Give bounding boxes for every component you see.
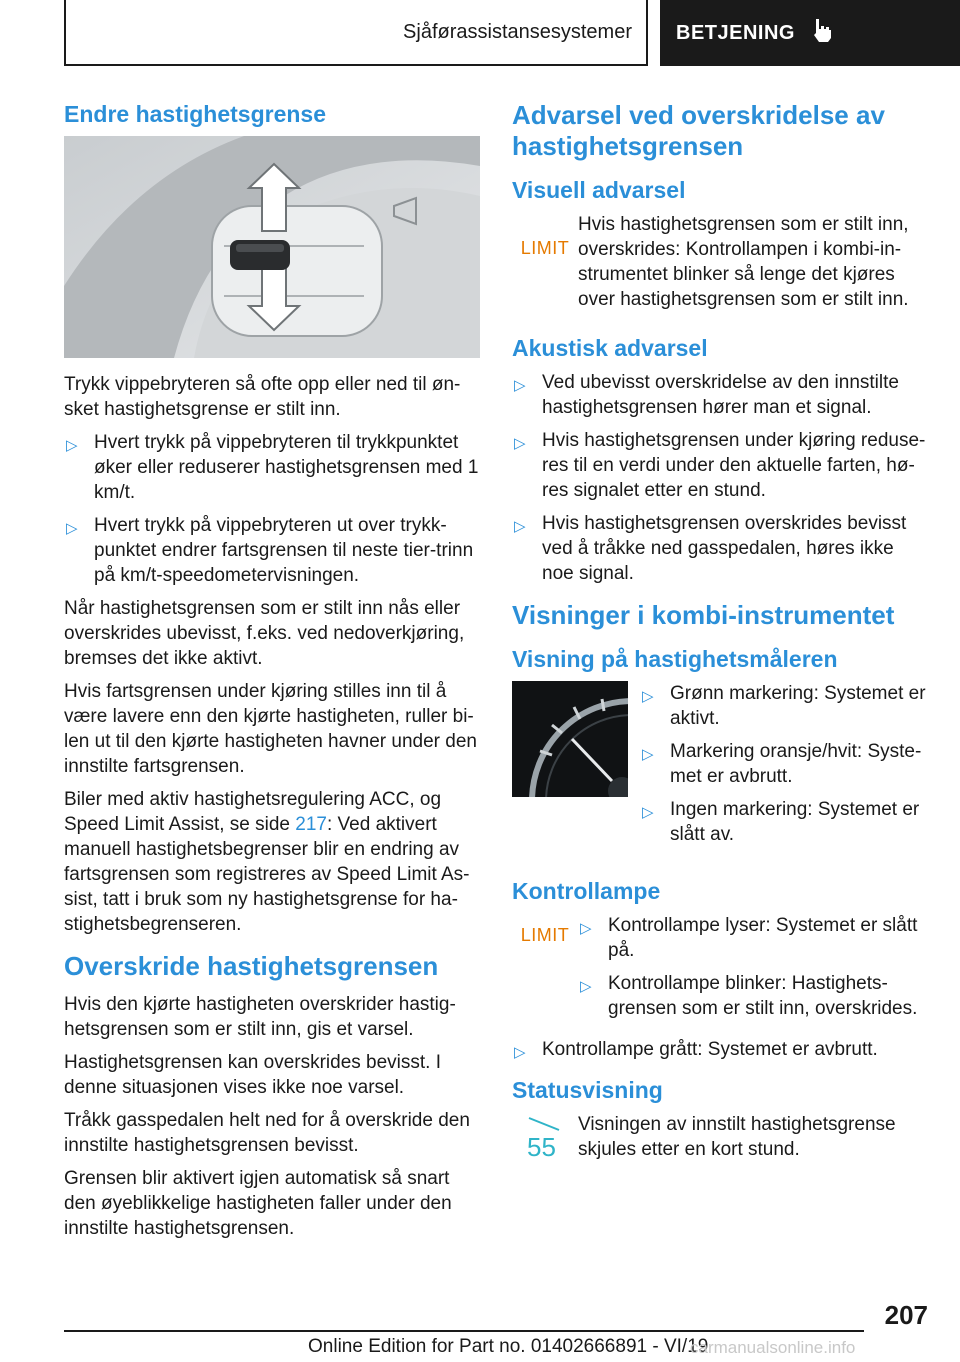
list-item: ▷ Hvert trykk på vippebryteren ut over trykk-punktet endrer fartsgrensen til neste tier-trinn på km/t-speedometervisningen.: [66, 515, 474, 586]
triangle-bullet-icon: ▷: [580, 978, 592, 995]
heading-indicator-lamp: Kontrollampe: [512, 878, 661, 904]
list-item: ▷ Hvert trykk på vippebryteren til trykkpunktet øker eller reduserer hastighetsgrensen med 1 km/t.: [66, 432, 479, 503]
limit-indicator-icon: LIMIT: [520, 238, 570, 258]
speed-limit-status-icon: [512, 1112, 578, 1160]
right-column: [512, 100, 928, 1170]
paragraph-exceed-4: Grensen blir aktivert igjen automatisk så snart den øyeblikkelige hastigheten faller under den innstilte hastighetsgrensen.: [64, 1168, 452, 1239]
list-item: ▷ Grønn markering: Systemet er aktivt.: [642, 683, 926, 729]
list-item: ▷ Hvis hastighetsgrensen overskrides bevisst ved å tråkke ned gasspedalen, høres ikke noe signal.: [514, 513, 907, 584]
list-item: ▷ Ingen markering: Systemet er slått av.: [642, 799, 920, 845]
paragraph-reach: Når hastighetsgrensen som er stilt inn nås eller overskrides ubevisst, f.eks. ved nedoverkjøring, bremses det ikke aktivt.: [64, 598, 465, 669]
paragraph-exceed-1: Hvis den kjørte hastigheten overskrider hastig-hetsgrensen som er stilt inn, gis et varsel.: [64, 994, 456, 1040]
triangle-bullet-icon: ▷: [642, 746, 654, 763]
svg-text:55: 55: [527, 1132, 556, 1160]
list-rocker: [64, 430, 480, 588]
paragraph-status: Visningen av innstilt hastighetsgrense skjules etter en kort stund.: [578, 1114, 896, 1160]
chapter-title: BETJENING: [676, 21, 795, 44]
heading-change-limit: Endre hastighetsgrense: [64, 101, 327, 127]
list-item: ▷ Kontrollampe blinker: Hastighets-grensen som er stilt inn, overskrides.: [580, 973, 918, 1019]
paragraph-visual: Hvis hastighetsgrensen som er stilt inn, overskrides: Kontrollampen i kombi-in-strumentet blinker så lenge det kjøres over hastighetsgrensen som er stilt inn.: [578, 214, 909, 310]
heading-status-display: Statusvisning: [512, 1077, 663, 1103]
triangle-bullet-icon: ▷: [642, 688, 654, 705]
steering-wheel-rocker-image: [64, 136, 480, 358]
triangle-bullet-icon: ▷: [642, 804, 654, 821]
list-item: ▷ Hvis hastighetsgrensen under kjøring reduse-res til en verdi under den aktuelle farten, hø-res signalet etter en stund.: [514, 430, 926, 501]
section-title: Sjåførassistansesystemer: [64, 0, 648, 66]
list-item: ▷ Ved ubevisst overskridelse av den innstilte hastighetsgrensen hører man et signal.: [514, 372, 899, 418]
left-column: [64, 100, 480, 1249]
footer-divider: [64, 1330, 864, 1332]
list-speedometer: [640, 681, 928, 855]
heading-warning: Advarsel ved overskridelse av hastighetsgrensen: [512, 100, 885, 161]
indicator-lamp-row: [512, 913, 928, 1037]
triangle-bullet-icon: ▷: [514, 1044, 526, 1061]
paragraph-exceed-2: Hastighetsgrensen kan overskrides bevisst. I denne situasjonen vises ikke noe varsel.: [64, 1052, 442, 1098]
heading-visual-warning: Visuell advarsel: [512, 177, 686, 203]
triangle-bullet-icon: ▷: [514, 435, 526, 452]
triangle-bullet-icon: ▷: [580, 920, 592, 937]
list-lamp-extra: [512, 1037, 928, 1062]
heading-speedometer: Visning på hastighetsmåleren: [512, 646, 838, 672]
speedometer-row: [512, 681, 928, 863]
paragraph-intro: Trykk vippebryteren så ofte opp eller ned til øn-sket hastighetsgrense er stilt inn.: [64, 374, 461, 420]
limit-indicator-icon: LIMIT: [520, 925, 570, 945]
pointing-hand-icon: [811, 17, 833, 49]
page-link-217[interactable]: 217: [295, 814, 327, 835]
heading-acoustic-warning: Akustisk advarsel: [512, 335, 708, 361]
triangle-bullet-icon: ▷: [66, 437, 78, 454]
list-item: ▷ Kontrollampe lyser: Systemet er slått på.: [580, 915, 918, 961]
triangle-bullet-icon: ▷: [514, 518, 526, 535]
list-item: ▷ Kontrollampe grått: Systemet er avbrutt.: [512, 1037, 928, 1062]
page-number: 207: [884, 1300, 928, 1330]
speedometer-image: [512, 681, 628, 797]
edition-text: Online Edition for Part no. 01402666891 - VI/19: [308, 1336, 709, 1357]
paragraph-acc: Biler med aktiv hastighetsregulering ACC, og Speed Limit Assist, se side 217: Ved aktivert manuell hastighetsbegrenser blir en endring av fartsgrensen som registreres av Speed Limit As-sist, tatt i bruk som ny hastighetsgrense for ha-stighetsbegrenseren.: [64, 789, 470, 935]
paragraph-exceed-3: Tråkk gasspedalen helt ned for å overskride den innstilte hastighetsgrensen bevisst.: [64, 1110, 470, 1156]
heading-exceed: Overskride hastighetsgrensen: [64, 951, 439, 981]
list-item: ▷ Markering oransje/hvit: Syste-met er avbrutt.: [642, 741, 922, 787]
list-lamp: [578, 913, 928, 1029]
heading-displays: Visninger i kombi-instrumentet: [512, 600, 895, 630]
status-display-row: [512, 1112, 928, 1170]
watermark: carmanualsonline.info: [690, 1338, 856, 1357]
page-header: [64, 0, 960, 66]
visual-warning-row: [512, 212, 928, 320]
triangle-bullet-icon: ▷: [66, 520, 78, 537]
paragraph-lower: Hvis fartsgrensen under kjøring stilles inn til å være lavere enn den kjørte hastigheten, ruller bi-len ut til den kjørte hastigheten havner under den innstilte fartsgrensen.: [64, 681, 477, 777]
list-acoustic: [512, 370, 928, 586]
chapter-tab: [660, 0, 960, 66]
triangle-bullet-icon: ▷: [514, 377, 526, 394]
